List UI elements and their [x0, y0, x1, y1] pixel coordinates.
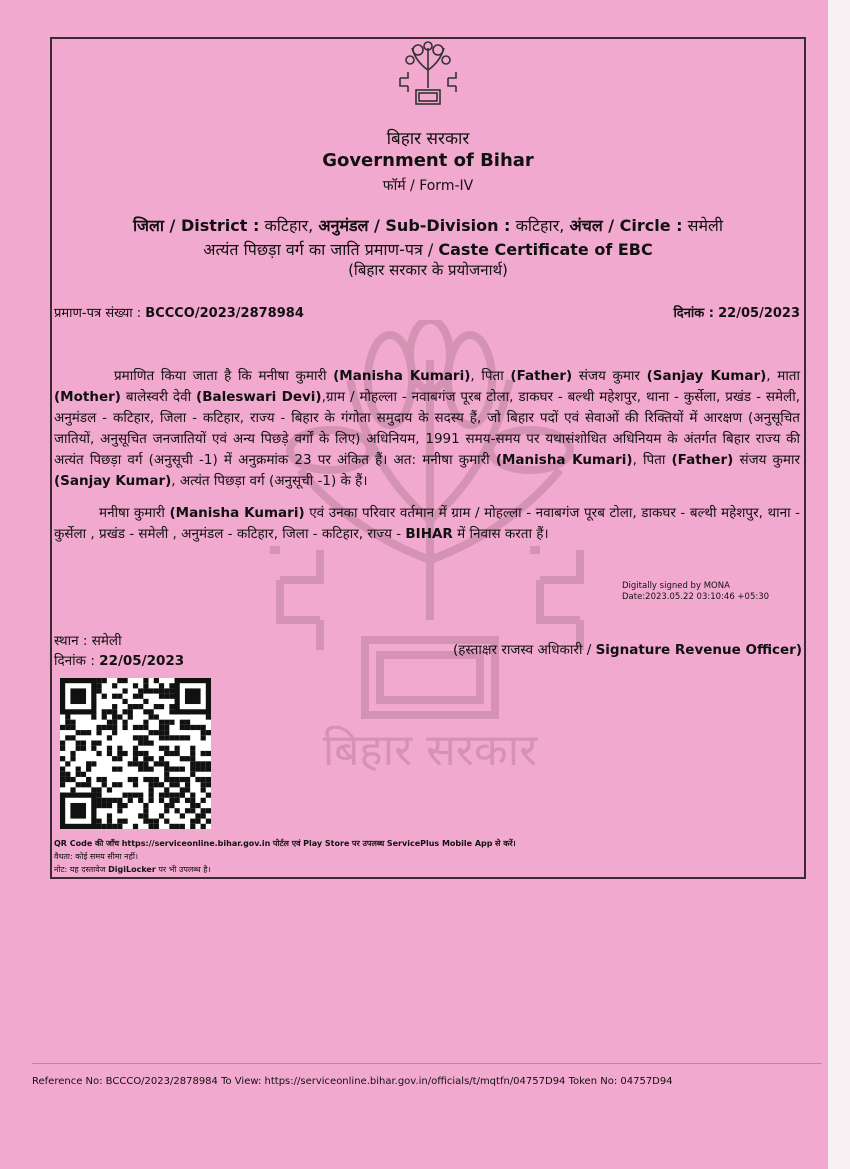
certificate-number — [54, 303, 304, 321]
body-text: , पिता — [632, 452, 666, 468]
circle-value: समेली — [687, 216, 724, 235]
location-line — [50, 214, 806, 236]
certificate-date-label: दिनांक : — [673, 306, 714, 321]
father-name-hindi: संजय कुमार — [578, 368, 640, 384]
govt-title-hindi: बिहार सरकार — [386, 129, 470, 149]
note-text: से करें। — [495, 839, 516, 848]
mother-name-hindi: बालेस्वरी देवी — [125, 389, 192, 405]
father-label: (Father) — [671, 452, 734, 468]
father-name-en: (Sanjay Kumar) — [646, 368, 767, 384]
signature-hindi: (हस्ताक्षर राजस्व अधिकारी / — [452, 642, 592, 658]
certificate-purpose: (बिहार सरकार के प्रयोजनार्थ) — [348, 261, 508, 279]
note-text: ServicePlus Mobile App — [386, 839, 493, 848]
body-text: मनीषा कुमारी — [99, 505, 165, 521]
note-text: नोट: यह दस्तावेज — [54, 865, 106, 874]
certificate-title-english: Caste Certificate of EBC — [438, 240, 653, 259]
father-name-hindi: संजय कुमार — [739, 452, 801, 468]
bihar-emblem-logo — [396, 40, 460, 106]
qr-note — [54, 837, 516, 850]
state-name: BIHAR — [405, 526, 453, 542]
certificate-title — [50, 238, 806, 260]
footer-reference: Reference No: BCCCO/2023/2878984 To View: https://serviceonline.bihar.gov.in/officials/t/mqtfn/04757D94 Token No: 04757D94 — [32, 1076, 673, 1087]
watermark-text: बिहार सरकार — [322, 725, 538, 776]
note-text: QR Code की जाँच — [54, 839, 120, 848]
signature-english: Signature Revenue Officer) — [595, 642, 802, 658]
certificate-number-label: प्रमाण-पत्र संख्या : — [54, 306, 142, 321]
digital-signature-line: Digitally signed by MONA — [622, 581, 730, 591]
district-label: जिला / District : — [132, 216, 260, 235]
subdivision-value: कटिहार, — [515, 216, 565, 235]
circle-label: अंचल / Circle : — [569, 216, 683, 235]
validity-note: वैधता: कोई समय सीमा नहीं। — [54, 852, 138, 861]
certificate-date-value: 22/05/2023 — [718, 306, 800, 321]
digital-signature — [622, 581, 769, 603]
body-text: ,ग्राम / मोहल्ला - नवाबगंज पूरब टोला, डाकघर - बल्थी महेशपुर, थाना - कुर्सेला, प्रखंड - समेली, अनुमंडल - कटिहार, जिला - कटिहार, राज्य - बिहार के गंगोता समुदाय के सदस्य हैं, जो बिहार पदों एवं सेवाओं की रिक्तियों में आरक्षण (अनुसूचित जातियों, अनुसूचित जनजातियों एवं अन्य पिछड़े वर्गों के लिए) अधिनियम, 1991 समय-समय पर यथासंशोधित अधिनियम के अंतर्गत बिहार राज्य की अत्यंत पिछड़ा वर्ग (अनुसूची -1) में अनुक्रमांक 23 पर अंकित हैं। अत: मनीषा कुमारी — [54, 389, 801, 468]
digital-signature-date: Date:2023.05.22 03:10:46 +05:30 — [622, 592, 770, 602]
residence-paragraph — [54, 503, 800, 545]
place-date-value: 22/05/2023 — [99, 653, 185, 669]
mother-label: (Mother) — [54, 389, 121, 405]
place-date-label: दिनांक : — [54, 653, 95, 669]
govt-title-english: Government of Bihar — [322, 150, 534, 171]
certificate-number-value: BCCCO/2023/2878984 — [145, 306, 304, 321]
place-line: स्थान : समेली — [54, 633, 122, 649]
district-value: कटिहार, — [264, 216, 314, 235]
subdivision-label: अनुमंडल / Sub-Division : — [318, 216, 511, 235]
note-text: पर उपलब्ध — [351, 839, 385, 848]
note-text: पर भी उपलब्ध है। — [158, 865, 211, 874]
note-text: पोर्टल एवं — [272, 839, 301, 848]
place-date — [54, 651, 184, 671]
body-text: , माता — [766, 368, 801, 384]
page-edge — [828, 0, 850, 1169]
signature-revenue-officer — [453, 640, 802, 658]
footer-divider — [32, 1063, 822, 1064]
body-text: , पिता — [470, 368, 504, 384]
mother-name-en: (Baleswari Devi) — [196, 389, 322, 405]
body-text: एवं उनका परिवार वर्तमान में ग्राम / मोहल्ला - नवाबगंज पूरब टोला, डाकघर - बल्थी महेशपुर, थाना - कुर्सेला , प्रखंड - समेली , अनुमंडल - कटिहार, जिला - कटिहार, राज्य - — [54, 505, 801, 542]
place-date-block — [54, 631, 184, 671]
father-name-en: (Sanjay Kumar) — [54, 473, 172, 489]
certificate-body-paragraph — [54, 366, 800, 492]
qr-code[interactable] — [60, 678, 211, 829]
service-portal-link[interactable]: https://serviceonline.bihar.gov.in — [121, 839, 271, 848]
body-text: में निवास करता हैं। — [457, 526, 549, 542]
note-text: Play Store — [303, 839, 350, 848]
notes-block — [54, 837, 516, 876]
certificate-date — [673, 303, 800, 321]
applicant-name-en: (Manisha Kumari) — [169, 505, 305, 521]
father-label: (Father) — [510, 368, 573, 384]
applicant-name-en: (Manisha Kumari) — [495, 452, 633, 468]
applicant-name-en: (Manisha Kumari) — [333, 368, 471, 384]
body-text: , अत्यंत पिछड़ा वर्ग (अनुसूची -1) के हैं। — [171, 473, 368, 489]
digilocker-note — [54, 863, 516, 876]
form-label: फॉर्म / Form-IV — [382, 178, 474, 194]
certificate-title-hindi: अत्यंत पिछड़ा वर्ग का जाति प्रमाण-पत्र / — [203, 240, 434, 259]
note-text: DigiLocker — [108, 865, 156, 874]
body-text: प्रमाणित किया जाता है कि मनीषा कुमारी — [114, 368, 327, 384]
